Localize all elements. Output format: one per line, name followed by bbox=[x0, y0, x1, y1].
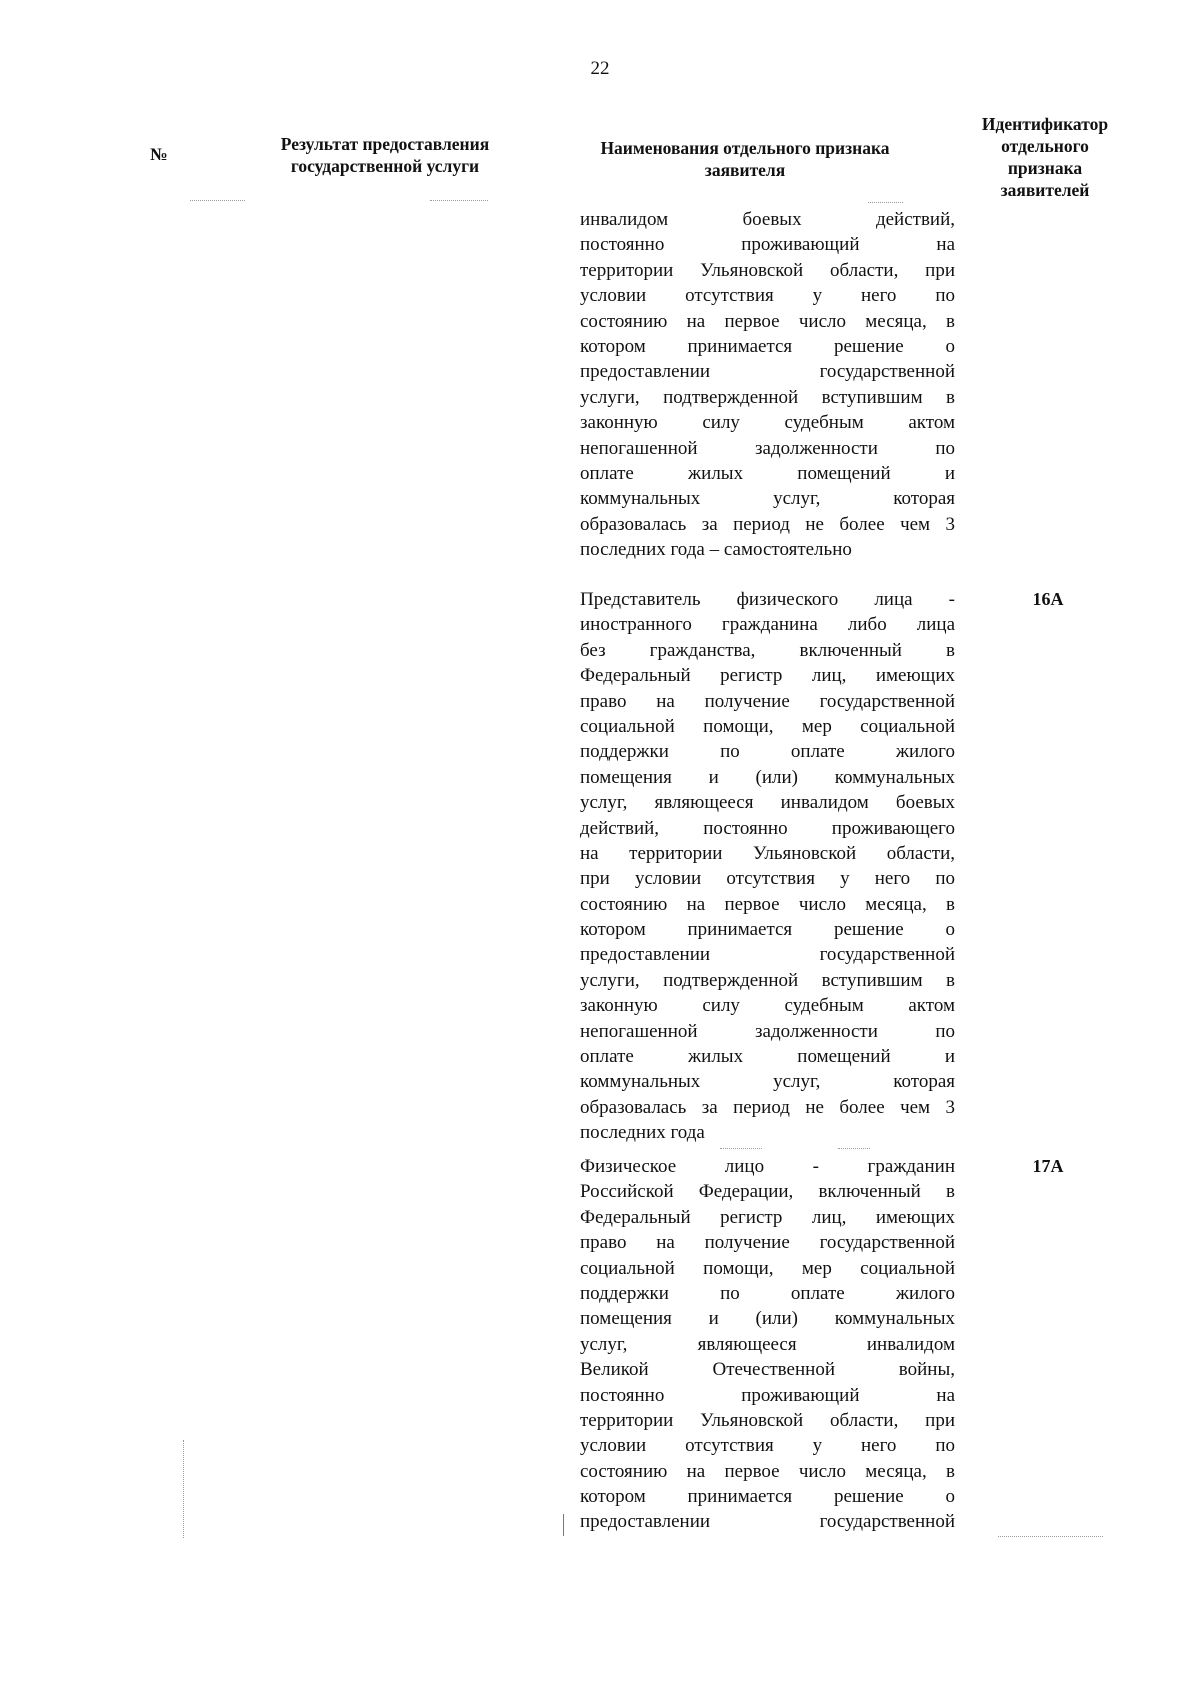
text-line: оплате жилых помещений и bbox=[580, 462, 955, 484]
scan-artifact-line bbox=[430, 200, 488, 201]
text-line: постоянно проживающий на bbox=[580, 234, 955, 256]
text-line: территории Ульяновской области, при bbox=[580, 259, 955, 281]
text-line: котором принимается решение о bbox=[580, 919, 955, 941]
text-line: услуг, являющееся инвалидом bbox=[580, 1333, 955, 1355]
attribute-identifier: 16А bbox=[1032, 589, 1064, 609]
text-line: образовалась за период не более чем 3 bbox=[580, 1096, 955, 1118]
attribute-description-block bbox=[580, 587, 955, 1146]
scan-artifact-line bbox=[998, 1536, 1103, 1537]
text-line: состоянию на первое число месяца, в bbox=[580, 310, 955, 332]
text-line: услуги, подтвержденной вступившим в bbox=[580, 969, 955, 991]
text-line: образовалась за период не более чем 3 bbox=[580, 513, 955, 535]
text-line: инвалидом боевых действий, bbox=[580, 209, 955, 230]
text-line: территории Ульяновской области, при bbox=[580, 1409, 955, 1431]
column-header-identifier: Идентификатор отдельного признака заявителей bbox=[981, 114, 1109, 200]
text-line: непогашенной задолженности по bbox=[580, 1020, 955, 1042]
text-line: право на получение государственной bbox=[580, 690, 955, 712]
text-line: котором принимается решение о bbox=[580, 335, 955, 357]
text-line: состоянию на первое число месяца, в bbox=[580, 893, 955, 915]
text-line: последних года bbox=[580, 1122, 705, 1144]
text-line: условии отсутствия у него по bbox=[580, 285, 955, 307]
text-line: непогашенной задолженности по bbox=[580, 437, 955, 459]
text-line: услуги, подтвержденной вступившим в bbox=[580, 386, 955, 408]
column-header-result: Результат предоставления государственной услуги bbox=[280, 134, 490, 176]
text-line: помещения и (или) коммунальных bbox=[580, 766, 955, 788]
text-line: состоянию на первое число месяца, в bbox=[580, 1460, 955, 1482]
text-line: последних года – самостоятельно bbox=[580, 539, 852, 561]
text-line: иностранного гражданина либо лица bbox=[580, 614, 955, 636]
text-line: Федеральный регистр лиц, имеющих bbox=[580, 1206, 955, 1228]
text-line: законную силу судебным актом bbox=[580, 412, 955, 434]
text-line: Представитель физического лица - bbox=[580, 589, 955, 610]
scan-artifact-line bbox=[190, 200, 245, 201]
page-number: 22 bbox=[590, 58, 610, 79]
text-line: законную силу судебным актом bbox=[580, 995, 955, 1017]
column-header-attribute-name: Наименования отдельного признака заявителя bbox=[600, 138, 890, 180]
attribute-identifier: 17А bbox=[1032, 1156, 1064, 1176]
text-line: предоставлении государственной bbox=[580, 361, 955, 383]
text-line: предоставлении государственной bbox=[580, 944, 955, 966]
scan-artifact-line bbox=[868, 202, 903, 203]
text-line: оплате жилых помещений и bbox=[580, 1046, 955, 1068]
text-line: Великой Отечественной войны, bbox=[580, 1359, 955, 1381]
text-line: услуг, являющееся инвалидом боевых bbox=[580, 792, 955, 814]
text-line: котором принимается решение о bbox=[580, 1486, 955, 1508]
column-header-number: № bbox=[150, 144, 168, 164]
text-line: Федеральный регистр лиц, имеющих bbox=[580, 665, 955, 687]
text-line: при условии отсутствия у него по bbox=[580, 868, 955, 890]
text-line: социальной помощи, мер социальной bbox=[580, 715, 955, 737]
text-line: социальной помощи, мер социальной bbox=[580, 1257, 955, 1279]
text-line: поддержки по оплате жилого bbox=[580, 741, 955, 763]
text-line: Физическое лицо - гражданин bbox=[580, 1156, 955, 1177]
scan-artifact-line bbox=[838, 1148, 870, 1149]
text-line: на территории Ульяновской области, bbox=[580, 842, 955, 864]
text-line: постоянно проживающий на bbox=[580, 1384, 955, 1406]
text-line: коммунальных услуг, которая bbox=[580, 488, 955, 510]
text-line: действий, постоянно проживающего bbox=[580, 817, 955, 839]
text-line: поддержки по оплате жилого bbox=[580, 1282, 955, 1304]
text-line: без гражданства, включенный в bbox=[580, 639, 955, 661]
text-line: помещения и (или) коммунальных bbox=[580, 1308, 955, 1330]
attribute-description-block bbox=[580, 207, 955, 562]
text-line: предоставлении государственной bbox=[580, 1511, 955, 1533]
scan-artifact-line bbox=[720, 1148, 762, 1149]
text-line: Российской Федерации, включенный в bbox=[580, 1181, 955, 1203]
text-line: коммунальных услуг, которая bbox=[580, 1071, 955, 1093]
scan-artifact-line bbox=[563, 1514, 564, 1536]
attribute-description-block bbox=[580, 1154, 955, 1535]
text-line: условии отсутствия у него по bbox=[580, 1435, 955, 1457]
text-line: право на получение государственной bbox=[580, 1232, 955, 1254]
scan-artifact-line bbox=[183, 1440, 184, 1538]
